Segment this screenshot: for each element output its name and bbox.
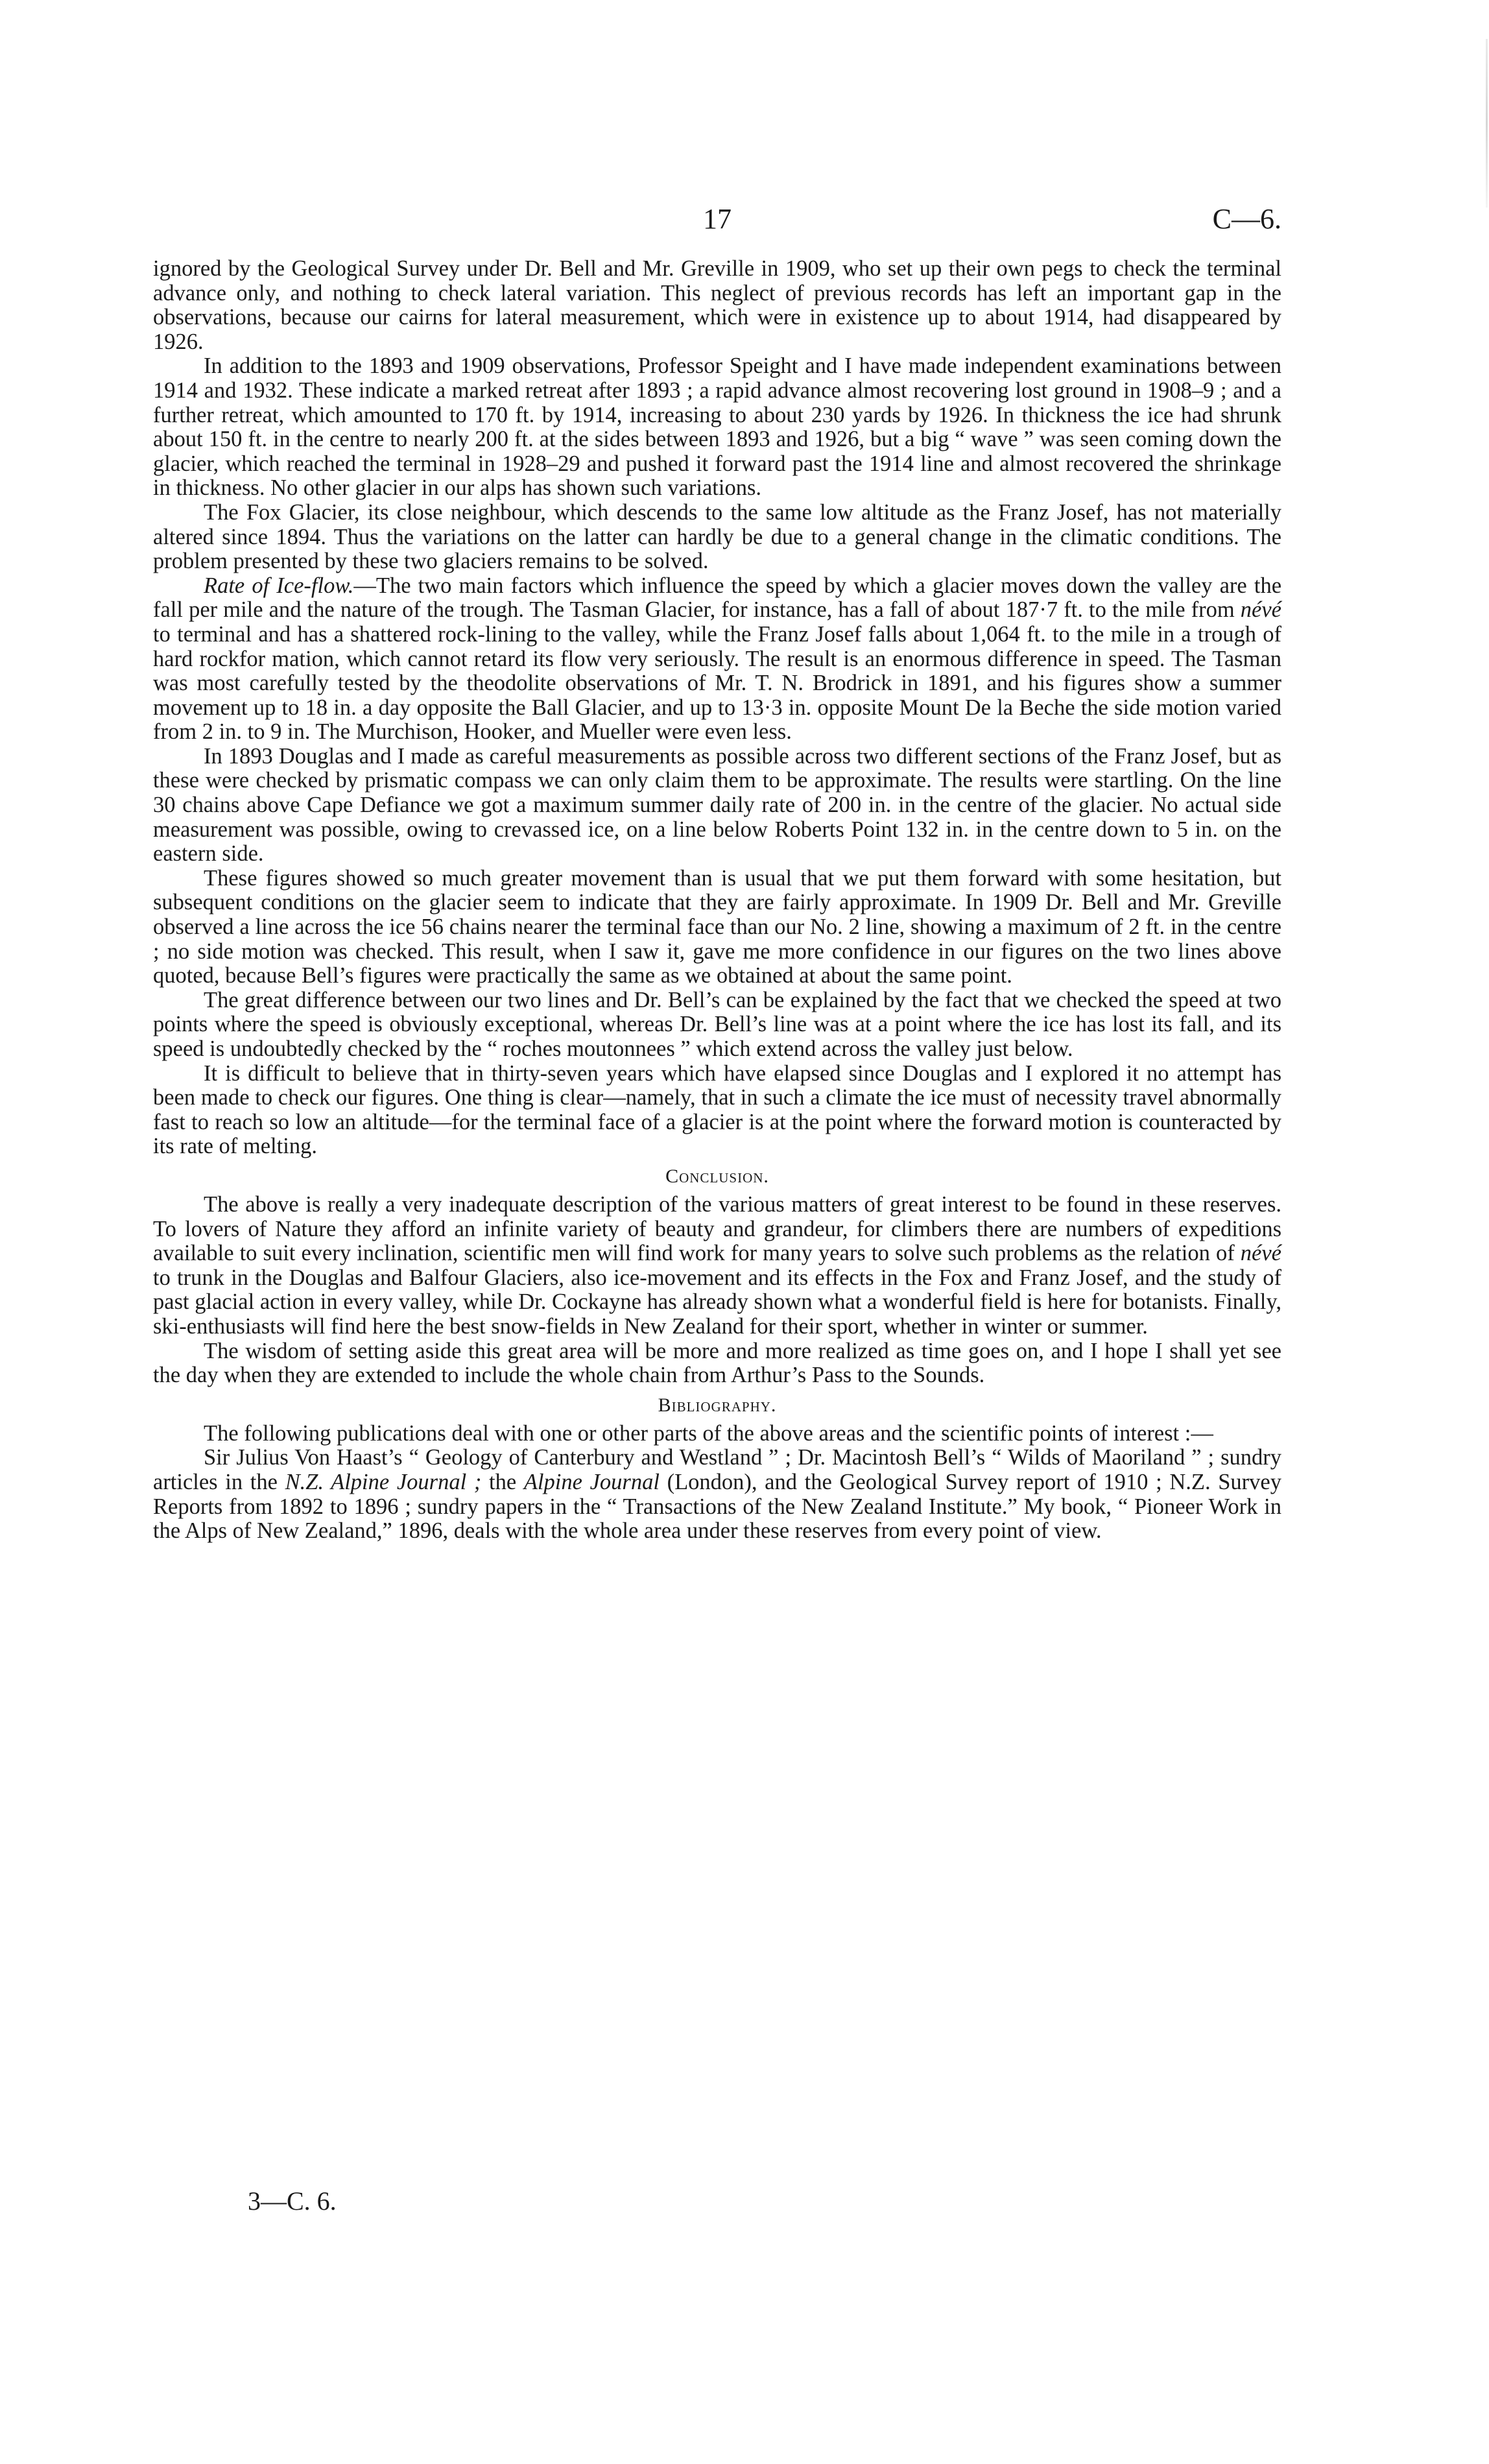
paragraph-5: In 1893 Douglas and I made as careful measurements as possible across two different sections of the Franz Josef, but as these were checked by prismatic compass we can only claim them to be approximate. The results were startling. On the line 30 chains above Cape Defiance we got a maximum summer daily rate of 200 in. in the centre of the glacier. No actual side measurement was possible, owing to crevassed ice, on a line below Roberts Point 132 in. in the centre down to 5 in. on the eastern side.: [153, 743, 1281, 867]
footer-code: 3—C. 6.: [248, 2186, 337, 2216]
bib-part-b: the: [481, 1469, 524, 1494]
document-code: C—6.: [1212, 203, 1281, 235]
bib-part-a: Sir Julius Von Haast’s “ Geology of Canterbury and Westland ” ; Dr. Macintosh Bell’s “ Wilds of Maoriland ” ; sundry articles in the: [153, 1445, 1281, 1494]
paragraph-11: The following publications deal with one or other parts of the above areas and the scientific points of interest :—: [204, 1420, 1213, 1446]
paragraph-7: The great difference between our two lines and Dr. Bell’s can be explained by the fact that we checked the speed at two points where the speed is obviously exceptional, whereas Dr. Bell’s line was at a point where the ice has lost its fall, and its speed is undoubtedly checked by the “ roches moutonnees ” which extend across the valley just below.: [153, 987, 1281, 1061]
alpine-journal-title: Alpine Journal: [523, 1469, 660, 1494]
paragraph-3: The Fox Glacier, its close neighbour, which descends to the same low altitude as the Franz Josef, has not materially altered since 1894. Thus the variations on the latter can hardly be due to a general change in the climatic conditions. The problem presented by these two glaciers remains to be solved.: [153, 499, 1281, 574]
neve-term-2: névé: [1240, 1241, 1281, 1266]
paragraph-4-part-a: —The two main factors which influence the speed by which a glacier moves down the valley are the fall per mile and the nature of the trough. The Tasman Glacier, for instance, has a fall of about 187·7 ft. to the mile from: [153, 573, 1282, 623]
bib-part-c: (London), and the Geological Survey report of 1910 ; N.Z. Survey Reports from 1892 to 1896 ; sundry papers in the “ Transactions of the New Zealand Institute.” My book, “ Pioneer Work in the Alps of New Zealand,” 1896, deals with the whole area under these reserves from every point of view.: [153, 1469, 1281, 1544]
page-number: 17: [703, 203, 732, 235]
paragraph-4-part-b: to terminal and has a shattered rock-lining to the valley, while the Franz Josef falls about 1,064 ft. to the mile in a trough of hard rockfor mation, which cannot retard its flow very seriously. The result is an enormous difference in speed. The Tasman was most carefully tested by the theodolite observations of Mr. T. N. Brodrick in 1891, and his figures show a summer movement up to 18 in. a day opposite the Ball Glacier, and up to 13·3 in. opposite Mount De la Beche the side motion varied from 2 in. to 9 in. The Murchison, Hooker, and Mueller were even less.: [153, 621, 1281, 745]
rate-of-ice-flow-heading: Rate of Ice-flow.: [204, 573, 354, 598]
paragraph-8: It is difficult to believe that in thirty-seven years which have elapsed since Douglas and I explored it no attempt has been made to check our figures. One thing is clear—namely, that in such a climate the ice must of necessity travel abnormally fast to reach so low an altitude—for the terminal face of a glacier is at the point where the forward motion is counteracted by its rate of melting.: [153, 1060, 1281, 1159]
paragraph-6: These figures showed so much greater movement than is usual that we put them forward with some hesitation, but subsequent conditions on the glacier seem to indicate that they are fairly approximate. In 1909 Dr. Bell and Mr. Greville observed a line across the ice 56 chains nearer the terminal face than our No. 2 line, showing a maximum of 2 ft. in the centre ; no side motion was checked. This result, when I saw it, gave me more confidence in our figures on the two lines above quoted, because Bell’s figures were practically the same as we obtained at about the same point.: [153, 865, 1281, 988]
scan-edge-mark: [1486, 39, 1488, 208]
paragraph-rate-of-ice-flow: [153, 574, 1281, 745]
conclusion-heading: Conclusion.: [665, 1165, 769, 1187]
paragraph-9: [153, 1193, 1281, 1339]
paragraph-1: ignored by the Geological Survey under Dr. Bell and Mr. Greville in 1909, who set up their own pegs to check the terminal advance only, and nothing to check lateral variation. This neglect of previous records has left an important gap in the observations, because our cairns for lateral measurement, which were in existence up to about 1914, had disappeared by 1926.: [153, 256, 1281, 354]
document-body: [153, 257, 1281, 1544]
neve-term: névé: [1240, 597, 1281, 623]
paragraph-9-part-b: to trunk in the Douglas and Balfour Glaciers, also ice-movement and its effects in the Fox and Franz Josef, and the study of past glacial action in every valley, while Dr. Cockayne has already shown what a wonderful field is here for botanists. Finally, ski-enthusiasts will find here the best snow-fields in New Zealand for their sport, whether in winter or summer.: [153, 1265, 1281, 1339]
bibliography-entry: [153, 1446, 1281, 1543]
paragraph-2: In addition to the 1893 and 1909 observations, Professor Speight and I have made independent examinations between 1914 and 1932. These indicate a marked retreat after 1893 ; a rapid advance almost recovering lost ground in 1908–9 ; and a further retreat, which amounted to 170 ft. by 1914, increasing to about 230 yards by 1926. In thickness the ice had shrunk about 150 ft. in the centre to nearly 200 ft. at the sides between 1893 and 1926, but a big “ wave ” was seen coming down the glacier, which reached the terminal in 1928–29 and pushed it forward past the 1914 line and almost recovered the shrinkage in thickness. No other glacier in our alps has shown such variations.: [153, 353, 1281, 501]
bibliography-heading: Bibliography.: [658, 1394, 777, 1416]
paragraph-9-part-a: The above is really a very inadequate description of the various matters of great interest to be found in these reserves. To lovers of Nature they afford an infinite variety of beauty and grandeur, for climbers there are numbers of expeditions available to suit every inclination, scientific men will find work for many years to solve such problems as the relation of: [153, 1191, 1281, 1266]
page-header: [153, 202, 1281, 248]
nz-alpine-journal-title: N.Z. Alpine Journal ;: [285, 1469, 482, 1494]
paragraph-10: The wisdom of setting aside this great area will be more and more realized as time goes on, and I hope I shall yet see the day when they are extended to include the whole chain from Arthur’s Pass to the Sounds.: [153, 1338, 1281, 1388]
